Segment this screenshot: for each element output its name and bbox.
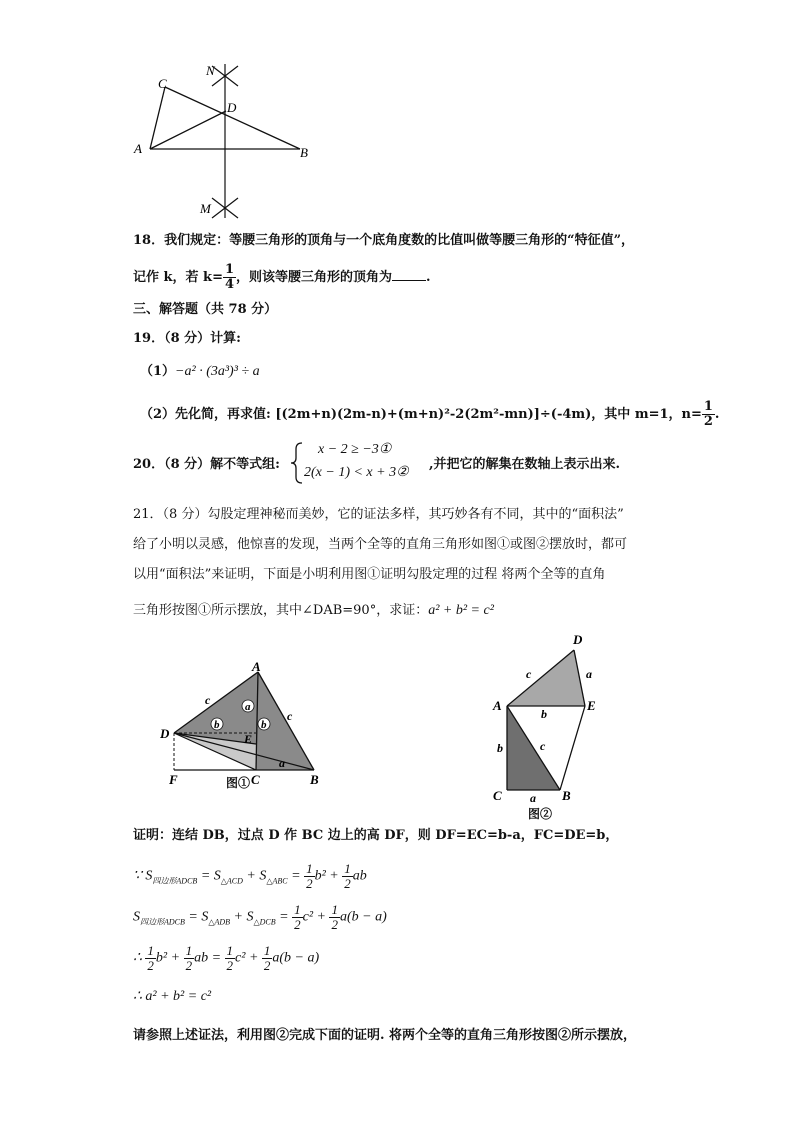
q20-head: 20．（8 分）解不等式组: — [133, 457, 280, 472]
fig2-label-B: B — [562, 788, 571, 803]
frac-numerator: 1 — [344, 861, 351, 876]
frac-numerator: 1 — [703, 399, 713, 414]
fig1-label-B: B — [310, 772, 319, 787]
q19-part1-label: （1） — [140, 364, 176, 379]
answer-blank[interactable] — [392, 268, 426, 281]
fig2-side-b-middle: b — [541, 707, 547, 721]
proof-line2-sub2: △ACD — [220, 876, 243, 886]
frac-denominator: 2 — [331, 917, 338, 932]
label-B: B — [300, 145, 308, 160]
proof-line2 — [133, 862, 367, 891]
frac-denominator: 2 — [306, 876, 313, 891]
proof-line2-mid: = S — [197, 868, 221, 884]
q18-line2-pre: 记作 k，若 k= — [133, 270, 223, 285]
proof-line3-term1: c² + — [302, 909, 330, 925]
q21-line4 — [133, 602, 494, 620]
proof-line2-sub: 四边形ADCB — [152, 876, 198, 886]
q20-inequality1: x − 2 ≥ −3① — [318, 442, 392, 457]
system-brace — [290, 441, 304, 485]
frac-numerator: 1 — [147, 943, 154, 958]
q21-line2: 给了小明以灵感，他惊喜的发现，当两个全等的直角三角形如图①或图②摆放时，都可 — [133, 537, 628, 552]
frac-denominator: 2 — [294, 917, 301, 932]
q21-line4-expression: a² + b² = c² — [428, 603, 494, 618]
proof-line2-mid2: + S — [242, 868, 267, 884]
q18-k-fraction — [223, 263, 236, 292]
fig1-side-b-left: b — [214, 719, 220, 731]
fig2-label-A: A — [493, 698, 502, 713]
fig2-side-c-diag: c — [540, 739, 546, 753]
proof-line2-term2: ab — [352, 868, 367, 884]
label-D: D — [227, 100, 237, 115]
proof-line2-eq: = — [287, 868, 305, 884]
proof-line2-S: ∵ S — [133, 868, 153, 884]
fig1-label-E: E — [244, 732, 253, 746]
frac-denominator: 2 — [703, 414, 713, 429]
top-construction-figure — [130, 58, 320, 223]
frac-denominator: 2 — [185, 958, 193, 973]
fig1-caption: 图① — [226, 776, 251, 790]
label-A: A — [134, 141, 142, 156]
proof-line3-sub2: △ADB — [208, 917, 231, 927]
q19-part1 — [140, 363, 260, 381]
half-fraction — [329, 903, 340, 932]
proof-line3 — [133, 903, 387, 932]
frac-numerator: 1 — [226, 943, 234, 958]
proof-line4 — [133, 944, 319, 973]
proof-line3-sub: 四边形ADCB — [140, 917, 185, 927]
fig1-side-a-bottom: a — [279, 756, 285, 770]
q21-line3: 以用“面积法”来证明，下面是小明利用图①证明勾股定理的过程 将两个全等的直角 — [133, 567, 606, 582]
proof-line3-sub3: △DCB — [253, 917, 276, 927]
proof-line4-term2: ab = — [194, 950, 225, 966]
section-heading: 三、解答题（共 78 分） — [133, 302, 278, 317]
q18-line2-post: ，则该等腰三角形的顶角为 — [236, 270, 393, 285]
proof-line3-S: S — [133, 909, 140, 925]
fig1-side-c-right: c — [287, 709, 293, 723]
q21-line4-text: 三角形按图①所示摆放，其中∠DAB=90°，求证： — [133, 603, 429, 618]
figure-2 — [490, 630, 610, 806]
frac-numerator: 1 — [306, 861, 313, 876]
fig2-side-a-right: a — [586, 667, 592, 681]
proof-line4-term4: a(b − a) — [272, 950, 320, 966]
q18-period: . — [426, 270, 431, 285]
fig1-label-C: C — [251, 772, 260, 787]
q18-line1: 18．我们规定：等腰三角形的顶角与一个底角度数的比值叫做等腰三角形的“特征值”， — [133, 233, 635, 248]
label-N: N — [206, 63, 215, 78]
fig2-side-b-left: b — [497, 741, 503, 755]
q19-period: . — [714, 407, 720, 422]
proof-line4-therefore: ∴ — [133, 950, 146, 966]
figure-1 — [160, 658, 330, 793]
half-fraction — [342, 862, 353, 891]
proof-line3-mid: = S — [184, 909, 209, 925]
proof-line5: ∴ a² + b² = c² — [133, 989, 212, 1004]
fig2-side-a-bottom: a — [530, 791, 536, 805]
frac-denominator: 2 — [147, 958, 154, 973]
fig2-label-C: C — [493, 788, 502, 803]
half-fraction — [292, 903, 303, 932]
fig1-label-F: F — [169, 772, 178, 787]
frac-denominator: 2 — [344, 876, 351, 891]
fig1-side-b-right: b — [261, 719, 267, 731]
label-M: M — [200, 201, 211, 216]
frac-numerator: 1 — [331, 902, 338, 917]
half-fraction — [225, 944, 236, 973]
proof-line2-sub3: △ABC — [266, 876, 288, 886]
fig1-label-A: A — [252, 659, 261, 674]
fig2-caption: 图② — [528, 807, 553, 821]
proof-line2-term1: b² + — [314, 868, 343, 884]
q19-part2-text: （2）先化简，再求值: [(2m+n)(2m-n)+(m+n)²-2(2m²-mn)]÷(-4m)，其中 m=1，n= — [140, 407, 702, 422]
q20-tail: ,并把它的解集在数轴上表示出来. — [429, 457, 621, 472]
frac-denominator: 2 — [226, 958, 234, 973]
q19-n-fraction — [702, 400, 715, 429]
frac-denominator: 2 — [263, 958, 271, 973]
q19-head: 19．（8 分）计算: — [133, 331, 241, 346]
half-fraction — [262, 944, 273, 973]
fig2-label-D: D — [573, 632, 583, 647]
q19-part1-expression: −a² · (3a³)³ ÷ a — [175, 364, 260, 379]
fig2-side-c-top: c — [526, 667, 532, 681]
proof-line4-term1: b² + — [155, 950, 184, 966]
proof-line3-term2: a(b − a) — [339, 909, 387, 925]
q21-line1: 21．（8 分）勾股定理神秘而美妙，它的证法多样，其巧妙各有不同，其中的“面积法” — [133, 507, 624, 522]
frac-denominator: 4 — [224, 277, 235, 292]
half-fraction — [184, 944, 195, 973]
q18-line2 — [133, 263, 431, 292]
fig1-side-a-top: a — [245, 701, 251, 713]
frac-numerator: 1 — [185, 943, 193, 958]
fig2-label-E: E — [587, 698, 596, 713]
frac-numerator: 1 — [294, 902, 301, 917]
half-fraction — [145, 944, 156, 973]
proof-line3-eq: = — [275, 909, 293, 925]
last-line: 请参照上述证法，利用图②完成下面的证明. 将两个全等的直角三角形按图②所示摆放， — [133, 1028, 637, 1043]
half-fraction — [304, 862, 315, 891]
label-C: C — [158, 76, 167, 91]
frac-numerator: 1 — [224, 262, 235, 277]
proof-line1: 证明：连结 DB，过点 D 作 BC 边上的高 DF，则 DF=EC=b-a，FC=DE=b， — [133, 828, 619, 843]
proof-line4-term3: c² + — [235, 950, 262, 966]
q19-part2 — [140, 400, 719, 429]
fig1-side-c-left: c — [205, 693, 211, 707]
proof-line3-mid2: + S — [230, 909, 254, 925]
fig1-label-D: D — [160, 726, 170, 741]
frac-numerator: 1 — [263, 943, 271, 958]
q20-inequality2: 2(x − 1) < x + 3② — [304, 465, 409, 480]
